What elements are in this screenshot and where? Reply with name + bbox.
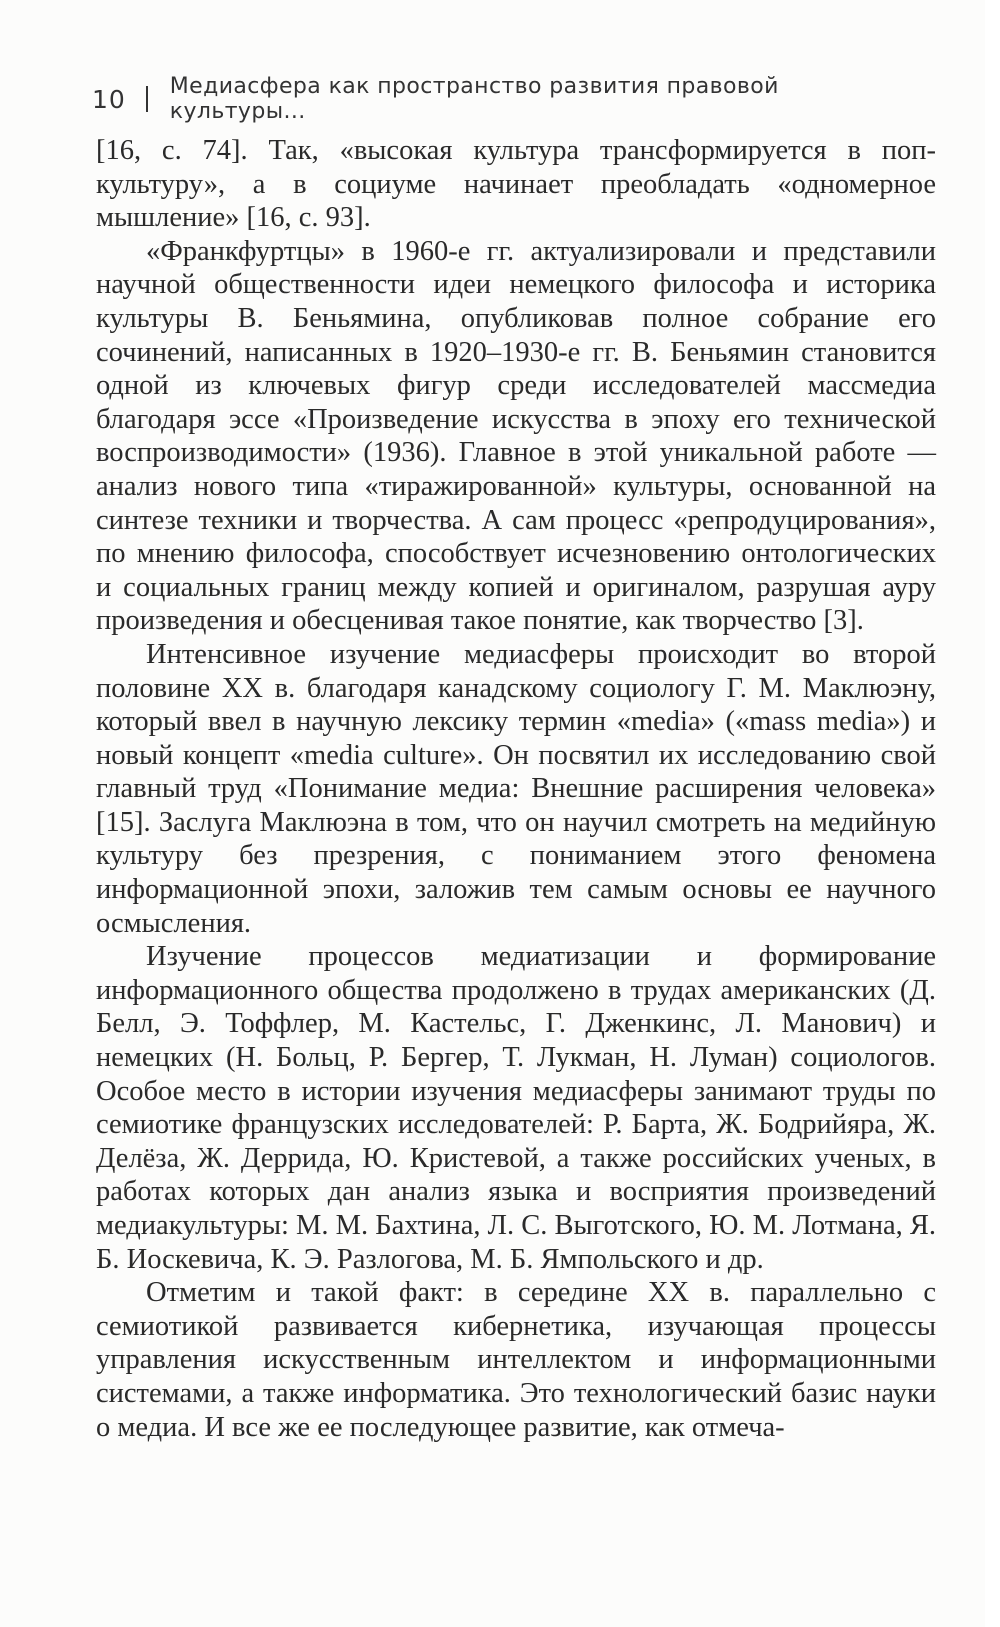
paragraph-mediatization-research: Изучение процессов медиатизации и формирование информационного общества продолжено в трудах американских (Д. Белл, Э. Тоффлер, М. Кастельс, Г. Дженкинс, Л. Манович) и немецких (Н. Больц, Р. Бергер, Т. Лукман, Н. Луман) социологов. Особое место в истории изучения медиасферы занимают труды по семиотике французских исследователей: Р. Барта, Ж. Бодрийяра, Ж. Делёза, Ж. Деррида, Ю. Кристевой, а также российских ученых, в работах которых дан анализ языка и восприятия произведений медиакультуры: М. М. Бахтина, Л. С. Выготского, Ю. М. Лотмана, Я. Б. Иоскевича, К. Э. Разлогова, М. Б. Ямпольского и др. [96,941,936,1275]
paragraph-mcluhan: Интенсивное изучение медиасферы происходит во второй половине XX в. благодаря канадскому социологу Г. М. Маклюэну, который ввел в научную лексику термин «media» («mass media») и новый концепт «media culture». Он посвятил их исследованию свой главный труд «Понимание медиа: Внешние расширения человека» [15]. Заслуга Маклюэна в том, что он научил смотреть на медийную культуру без презрения, с пониманием этого феномена информационной эпохи, заложив тем самым основы ее научного осмысления. [96,638,936,939]
paragraph-continuation: [16, с. 74]. Так, «высокая культура трансформируется в поп-культуру», а в социуме начинает преобладать «одномерное мышление» [16, с. 93]. [96,135,936,234]
paragraph-cybernetics: Отметим и такой факт: в середине XX в. параллельно с семиотикой развивается кибернетика, изучающая процессы управления искусственным интеллектом и информационными системами, а также информатика. Это технологический базис науки о медиа. И все же ее последующее развитие, как отмеча- [96,1277,936,1443]
running-head [92,74,912,124]
page-number: 10 [92,84,126,114]
running-title: Медиасфера как пространство развития правовой культуры... [169,74,779,124]
body-text [96,134,936,1444]
paragraph-frankfurt-benjamin: «Франкфуртцы» в 1960-е гг. актуализировали и представили научной общественности идеи немецкого философа и историка культуры В. Беньямина, опубликовав полное собрание его сочинений, написанных в 1920–1930-е гг. В. Беньямин становится одной из ключевых фигур среди исследователей массмедиа благодаря эссе «Произведение искусства в эпоху его технической воспроизводимости» (1936). Главное в этой уникальной работе — анализ нового типа «тиражированной» культуры, основанной на синтезе техники и творчества. А сам процесс «репродуцирования», по мнению философа, способствует исчезновению онтологических и социальных границ между копией и оригиналом, разрушая ауру произведения и обесценивая такое понятие, как творчество [3]. [96,235,936,637]
header-divider [146,86,148,112]
